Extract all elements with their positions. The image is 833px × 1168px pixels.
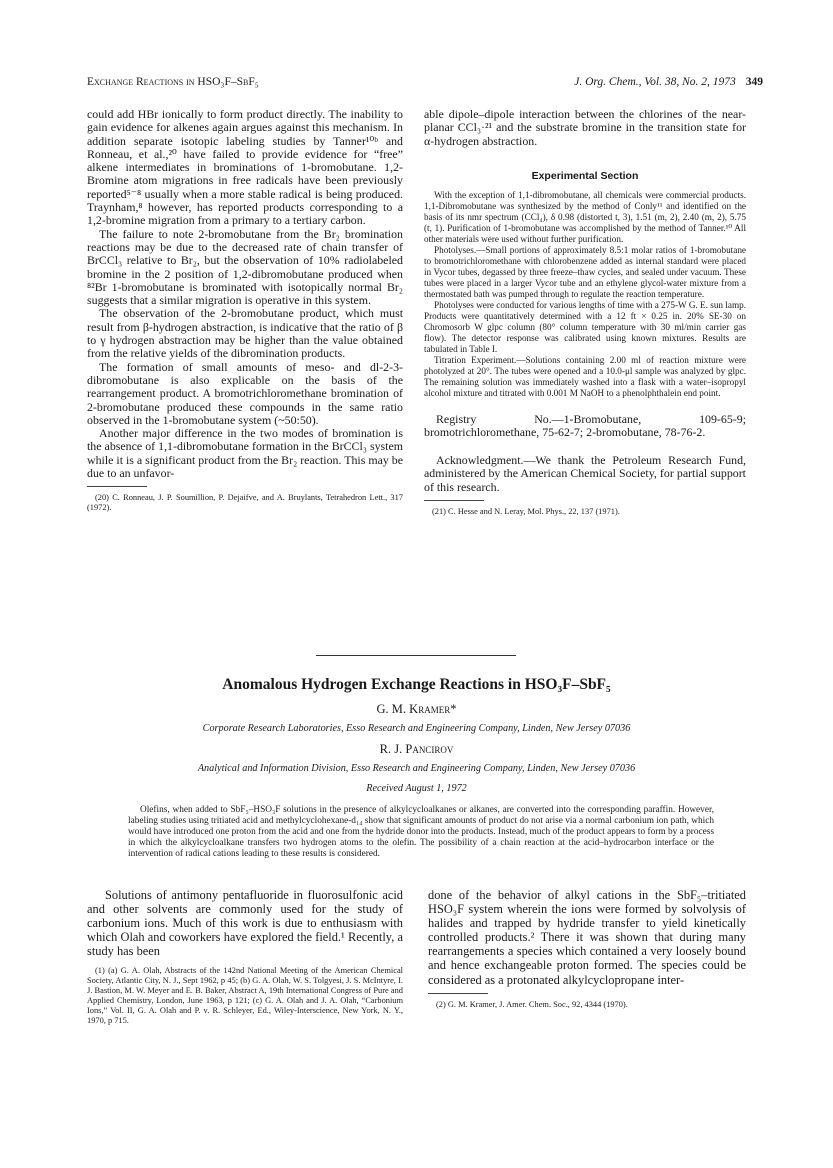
paragraph: could add HBr ionically to form product directly. The inability to gain evidence for alkenes again argues against this mechanism. In addition separate isotopic labeling studies by Tanner¹⁰ᵇ and Ronneau, et al.,²⁰ have failed to provide evidence for “free” alkene intermediates in brominations of 1-bromobutane. 1,2-Bromine atom migrations in free radicals have been previously reported⁵⁻⁸ usually when a more stable radical is being produced. Traynham,⁸ however, has reported products corresponding to a 1,2-bromine migration from a primary to a tertiary carbon. xyxy=(87,107,403,228)
acknowledgment: Acknowledgment.—We thank the Petroleum Research Fund, administered by the American Chemical Society, for partial support of this research. xyxy=(424,452,746,494)
registry-numbers: Registry No.—1-Bromobutane, 109-65-9; bromotrichloromethane, 75-62-7; 2-bromobutane, 78-76-2. xyxy=(424,411,746,440)
footnote: (21) C. Hesse and N. Leray, Mol. Phys., 22, 137 (1971). xyxy=(432,507,620,517)
page-number: 349 xyxy=(745,76,763,88)
article-title: Anomalous Hydrogen Exchange Reactions in HSO₃F–SbF₅ xyxy=(222,676,611,693)
experimental-paragraph: Photolyses were conducted for various lengths of time with a 275-W G. E. sun lamp. Products were quantitatively determined with a 12 ft × 0.25 in. 20% SE-30 on Chromosorb W glpc column (80° column temperature with 30 ml/min carrier gas flow). The detector response was calibrated using known mixtures. Results are tabulated in Table I. xyxy=(424,299,746,354)
paragraph: Another major difference in the two modes of bromination is the absence of 1,1-dibromobutane formation in the BrCCl₃ system while it is a significant product from the Br₂ reaction. This may be due to an unfavor- xyxy=(87,426,403,481)
author-affiliation: Corporate Research Laboratories, Esso Research and Engineering Company, Linden, New Jersey 07036 xyxy=(202,723,631,734)
experimental-paragraph: Photolyses.—Small portions of approximately 8.5:1 molar ratios of 1-bromobutane to bromotrichloromethane with chlorobenzene added as internal standard were placed in Vycor tubes, degassed by three freeze–thaw cycles, and sealed under vacuum. These tubes were placed in a larger Vycor tube and an ethylene glycol-water mixture from a thermostated bath was pumped through to regulate the reaction temperature. xyxy=(424,244,746,299)
experimental-paragraph: Titration Experiment.—Solutions containing 2.00 ml of reaction mixture were photolyzed at 20°. The tubes were opened and a 10.0-μl sample was analyzed by glpc. The remaining solution was immediately washed into a flask with a water–isopropyl alcohol mixture and titrated with 0.001 M NaOH to a phenolphthalein end point. xyxy=(424,354,746,398)
paragraph: The observation of the 2-bromobutane product, which must result from β-hydrogen abstraction, is indicative that the ratio of β to γ hydrogen abstraction may be higher than the value obtained from the relative yields of the dibromination products. xyxy=(87,306,403,361)
received-date: Received August 1, 1972 xyxy=(366,783,467,794)
journal-citation: J. Org. Chem., Vol. 38, No. 2, 1973 xyxy=(574,76,736,88)
author-name: G. M. Kramer* xyxy=(376,702,457,716)
footnote: (20) C. Ronneau, J. P. Soumillion, P. Dejaifve, and A. Bruylants, Tetrahedron Lett., 317 (1972). xyxy=(87,493,403,513)
footnote-divider xyxy=(87,486,147,487)
paragraph: able dipole–dipole interaction between the chlorines of the near-planar CCl₃·²¹ and the substrate bromine in the transition state for α-hydrogen abstraction. xyxy=(424,107,746,148)
section-heading: Experimental Section xyxy=(531,169,639,182)
left-column xyxy=(87,108,403,513)
article-right-column xyxy=(428,888,746,1010)
paragraph: The failure to note 2-bromobutane from the Br₂ bromination reactions may be due to the decreased rate of chain transfer of BrCCl₃ relative to Br₂, but the observation of 10% radiolabeled bromine in the 2 position of 1,2-dibromobutane produced when ⁸²Br 1-bromobutane is brominated with isotopically normal Br₂ suggests that a similar migration is operative in this system. xyxy=(87,226,403,308)
running-header-citation xyxy=(574,76,763,88)
paragraph: done of the behavior of alkyl cations in the SbF₅–tritiated HSO₃F system wherein the ions were formed by solvolysis of halides and trapped by hydride transfer to yield kinetically controlled products.² There it was shown that during many rearrangements a species which contained a very loosely bound and hence exchangeable proton formed. The species could be considered as a protonated alkylcyclopropane inter- xyxy=(428,888,746,987)
running-header-title: Exchange Reactions in HSO₃F–SbF₅ xyxy=(87,76,259,88)
article-divider xyxy=(316,655,516,656)
paragraph: Solutions of antimony pentafluoride in fluorosulfonic acid and other solvents are commonly used for the study of carbonium ions. Much of this work is due to enthusiasm with which Olah and coworkers have explored the field.¹ Recently, a study has been xyxy=(87,888,403,959)
footnote: (1) (a) G. A. Olah, Abstracts of the 142nd National Meeting of the American Chemical Society, Atlantic City, N. J., Sept 1962, p 45; (b) G. A. Olah, W. S. Tolgyesi, J. S. McIntyre, I. J. Bastion, M. W. Meyer and E. B. Baker, Abstract A, 19th International Congress of Pure and Applied Chemistry, London, June 1963, p 121; (c) G. A. Olah and J. A. Olah, “Carbonium Ions,” Vol. II, G. A. Olah and P. v. R. Schleyer, Ed., Wiley-Interscience, New York, N. Y., 1970, p 715. xyxy=(87,966,403,1026)
abstract: Olefins, when added to SbF₅–HSO₃F solutions in the presence of alkylcycloalkanes or alkanes, are converted into the corresponding paraffin. However, labeling studies using tritiated acid and methylcyclohexane-d₁₄ show that significant amounts of product do not arise via a normal carbonium ion path, which would have introduced one proton from the acid and one from the hydride donor into the products. Instead, much of the product appears to form by a process in which the alkylcycloalkane transfers two hydrogen atoms to the olefin. The possibility of a chain reaction at the acid–hydrocarbon interface or the intervention of radical cations leading to these results is considered. xyxy=(128,805,714,860)
author-affiliation: Analytical and Information Division, Esso Research and Engineering Company, Linden, New Jersey 07036 xyxy=(197,763,636,774)
right-column xyxy=(424,108,746,517)
article-left-column xyxy=(87,888,403,1026)
footnote-divider xyxy=(428,993,488,994)
footnote-divider xyxy=(424,500,484,501)
author-name: R. J. Pancirov xyxy=(379,742,454,756)
paragraph: The formation of small amounts of meso- and dl-2-3-dibromobutane is also explicable on the basis of the rearrangement product. A bromotrichloromethane bromination of 2-bromobutane produced these compounds in the same ratio observed in the 1-bromobutane system (~50:50). xyxy=(87,359,403,427)
footnote: (2) G. M. Kramer, J. Amer. Chem. Soc., 92, 4344 (1970). xyxy=(436,999,628,1009)
experimental-paragraph: With the exception of 1,1-dibromobutane, all chemicals were commercial products. 1,1-Dibromobutane was synthesized by the method of Conly¹¹ and identified on the basis of its nmr spectrum (CCl₄), δ 0.98 (distorted t, 3), 1.51 (m, 2), 2.40 (m, 2), 5.75 (t, 1). Purification of 1-bromobutane was accomplished by the method of Tanner.¹⁰ All other materials were used without further purification. xyxy=(424,189,746,244)
